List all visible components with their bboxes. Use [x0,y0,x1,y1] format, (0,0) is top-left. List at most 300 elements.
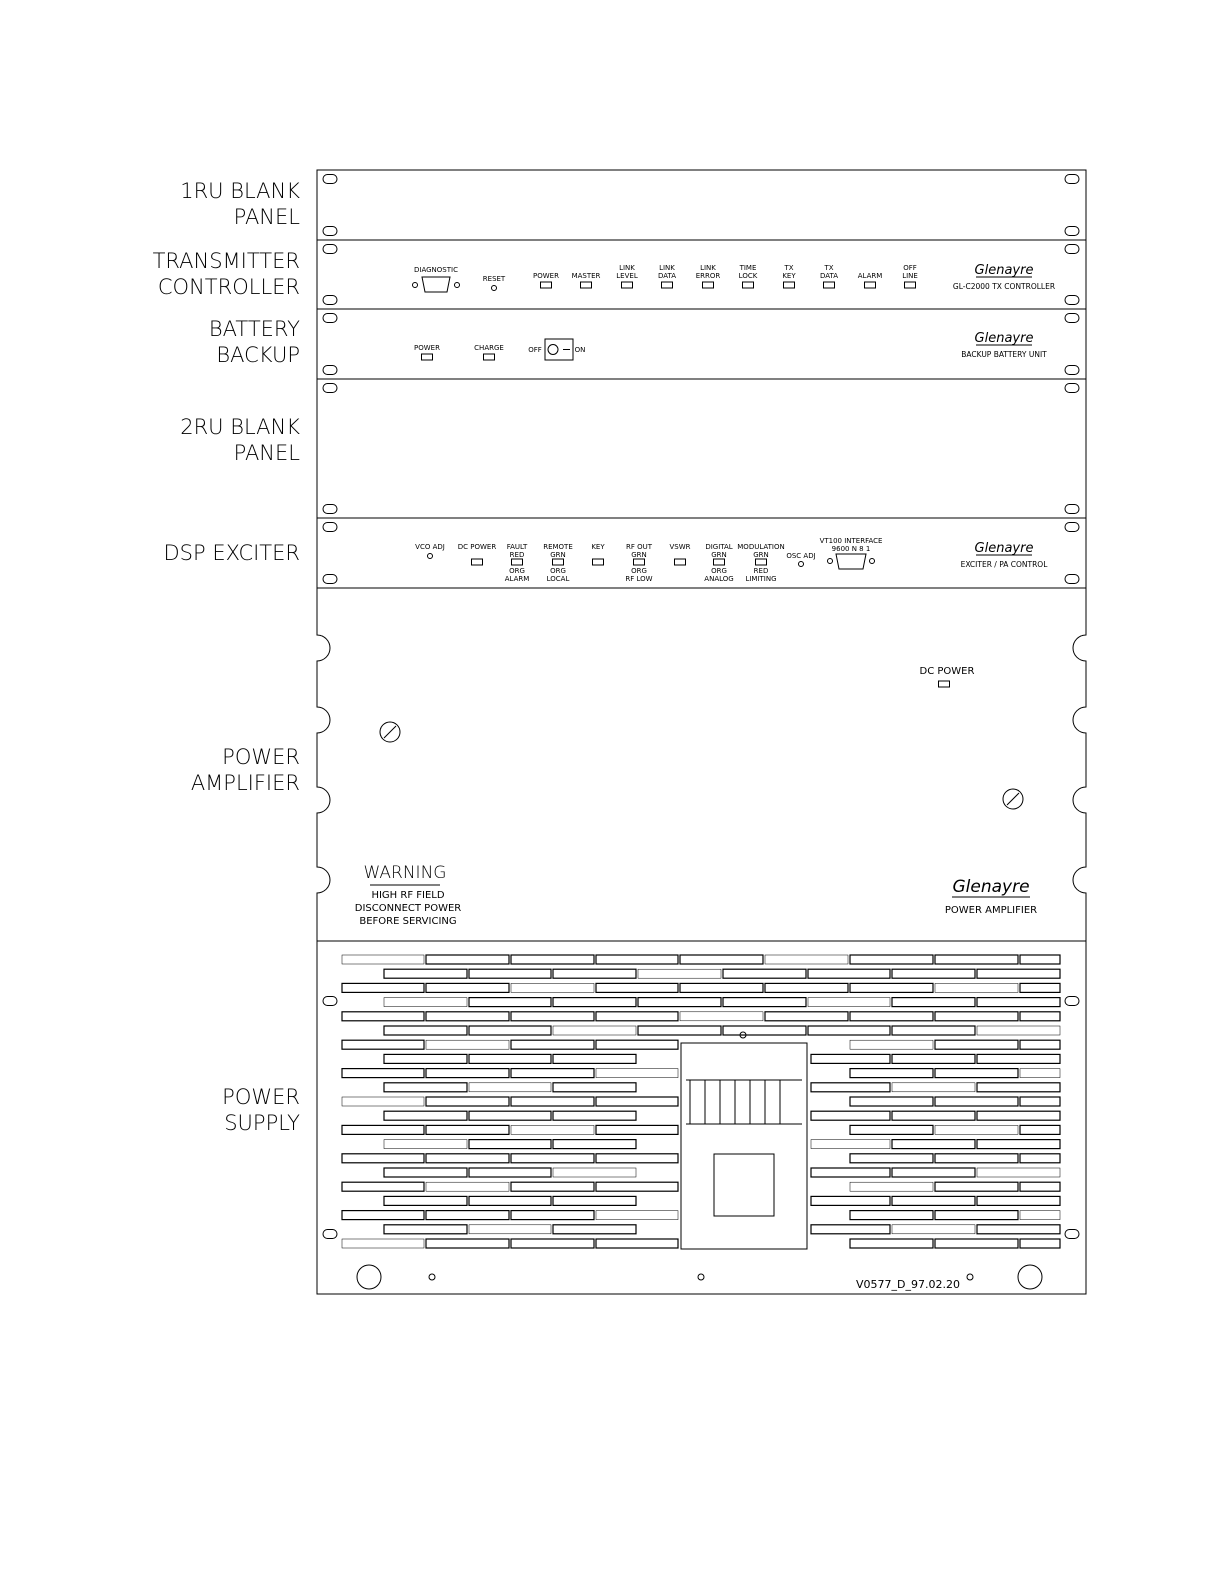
unit-label: CONTROLLER [157,275,300,299]
vent-slot [511,983,594,992]
indicator-label: LINK [659,264,675,272]
screw-icon [429,1274,435,1280]
diagnostic-label: DIAGNOSTIC [414,266,458,274]
reset-button[interactable] [492,286,497,291]
vent-slot [384,1225,467,1234]
blank-panel-2ru-outline [317,379,1086,518]
mounting-slot [1065,366,1079,375]
battery-backup-panel [317,309,1086,379]
power-amplifier-panel [317,588,1086,941]
led-indicator [622,282,633,288]
led-indicator [593,559,604,565]
indicator-label: ORG [550,567,566,575]
vent-slot [850,1069,933,1078]
vent-slot [811,1196,890,1205]
indicator-label: DATA [657,272,677,280]
vent-slot [892,1111,975,1120]
indicator-label: ORG [711,567,727,575]
reset-label: RESET [482,275,506,283]
led-indicator [553,559,564,565]
vent-slot [596,955,678,964]
vent-slot [935,1239,1018,1248]
vent-slot [850,1040,933,1049]
vent-slot [426,1040,509,1049]
vent-slot [384,969,467,978]
vent-slot [850,1182,933,1191]
model-label: GL-C2000 TX CONTROLLER [952,282,1056,291]
blank-panel-2ru [317,379,1086,518]
vent-slot [808,969,890,978]
mounting-slot [323,296,337,305]
unit-label: PANEL [233,441,300,465]
vent-slot [977,969,1060,978]
vent-slot [342,983,424,992]
vent-slot [342,955,424,964]
vent-slot [511,1182,594,1191]
vent-slot [935,1069,1018,1078]
vent-slot [596,983,678,992]
blank-panel-1ru [317,170,1086,240]
model-label: POWER AMPLIFIER [944,905,1038,916]
vent-slot [596,1040,678,1049]
mounting-slot [1065,505,1079,514]
vent-slot [935,1012,1018,1021]
captive-screw-icon [380,722,400,742]
vent-slot [935,1182,1018,1191]
vent-slot [850,955,933,964]
screw-slot [384,726,396,738]
vent-slot [426,1125,509,1134]
indicator-label: LEVEL [616,272,638,280]
vent-slot [469,969,551,978]
vent-slot [553,1026,636,1035]
led-indicator [581,282,592,288]
vent-slot [892,1140,975,1149]
led-indicator [484,354,495,360]
brand-logo [961,541,1049,569]
vent-slot [511,1069,594,1078]
vco-adj-trimmer[interactable] [428,554,433,559]
screw-icon [413,283,418,288]
brand-logo-text: Glenayre [974,541,1034,556]
vent-slot [935,983,1018,992]
mounting-slot [1065,314,1079,323]
switch-off-label: OFF [528,346,542,354]
vent-slot [765,1012,848,1021]
indicator-label: RED [753,567,769,575]
vent-slot [596,1182,678,1191]
vent-slot [811,1111,890,1120]
vent-slot [342,1182,424,1191]
vt100-port[interactable] [836,554,866,569]
indicator-label: GRN [550,551,566,559]
vent-slot [384,1083,467,1092]
screw-icon [870,559,875,564]
indicator-label: MODULATION [737,543,785,551]
vent-slot [596,1012,678,1021]
vent-slot [426,983,509,992]
mounting-slot [1065,997,1079,1006]
vent-slot [977,1168,1060,1177]
model-label: EXCITER / PA CONTROL [960,560,1048,569]
vent-slot [977,1196,1060,1205]
vent-slot [511,1211,594,1220]
vent-slot [1020,1097,1060,1106]
indicator-label: LIMITING [745,575,777,583]
vent-slot [426,1069,509,1078]
vent-slot [892,1225,975,1234]
vent-slot [765,983,848,992]
indicator-label: FAULT [506,543,528,551]
indicator-label: DATA [819,272,839,280]
vent-slot [638,969,721,978]
vent-slot [342,1154,424,1163]
vent-slot [426,1211,509,1220]
mounting-slot [323,245,337,254]
vent-slot [1020,1211,1060,1220]
warning-text: BEFORE SERVICING [359,916,457,927]
led-indicator [422,354,433,360]
vent-slot [935,1040,1018,1049]
vent-slot [469,1140,551,1149]
vent-slot [426,1012,509,1021]
vent-slot [384,1054,467,1063]
vent-slot [553,969,636,978]
vent-slot [811,1225,890,1234]
vent-slot [384,1140,467,1149]
led-indicator [784,282,795,288]
dc-power-label: DC POWER [457,543,497,551]
screw-icon [698,1274,704,1280]
indicator-label: ALARM [504,575,530,583]
vent-slot [469,998,551,1007]
vent-slot [511,1125,594,1134]
mounting-slot [323,575,337,584]
handle-mount-icon [357,1265,381,1289]
mounting-slot [323,523,337,532]
led-indicator [703,282,714,288]
mounting-slot [1065,227,1079,236]
indicator-label: ORG [509,567,525,575]
indicator-label: RF OUT [625,543,653,551]
vent-slot [1020,1069,1060,1078]
indicator-label: LINE [902,272,918,280]
vent-slot [342,1211,424,1220]
mounting-slot [1065,523,1079,532]
vent-slot [892,1083,975,1092]
dsp-exciter-panel [317,518,1086,588]
vent-slot [935,955,1018,964]
mounting-slot [323,314,337,323]
unit-label: AMPLIFIER [190,771,300,795]
indicator-label: GRN [631,551,647,559]
vent-slot [469,1054,551,1063]
drawing-id: V0577_D_97.02.20 [856,1278,960,1291]
captive-screw-icon [1003,789,1023,809]
unit-label: 1RU BLANK [180,179,300,203]
vent-slot [384,1196,467,1205]
vent-slot [892,1196,975,1205]
indicator-label: ORG [631,567,647,575]
indicator-label: DIGITAL [705,543,733,551]
blank-panel-1ru-outline [317,170,1086,240]
vent-slot [596,1154,678,1163]
vent-slot [811,1168,890,1177]
vent-slot [977,1111,1060,1120]
indicator-label: CHARGE [474,344,504,352]
vent-slot [892,1168,975,1177]
led-indicator [512,559,523,565]
vent-slot [469,1225,551,1234]
power-supply-panel [317,941,1086,1294]
mounting-slot [1065,175,1079,184]
vent-slot [977,1026,1060,1035]
unit-labels [153,179,301,1135]
warning-title: WARNING [363,863,447,883]
diagnostic-port[interactable] [422,277,450,292]
handle-mount-icon [1018,1265,1042,1289]
vent-slot [596,1069,678,1078]
vent-slot [977,1054,1060,1063]
vent-slot [680,1012,763,1021]
vent-slot [342,1069,424,1078]
mounting-slot [323,997,337,1006]
mounting-slot [323,175,337,184]
vent-slot [811,1054,890,1063]
vent-slot [384,1026,467,1035]
switch-on-label: ON [574,346,586,354]
vent-slot [469,1111,551,1120]
vent-slot [384,1168,467,1177]
osc-adj-trimmer[interactable] [799,562,804,567]
vent-grille [342,955,1060,1248]
mounting-slot [323,505,337,514]
vent-slot [426,1154,509,1163]
led-indicator [662,282,673,288]
vent-slot [892,1054,975,1063]
unit-label: 2RU BLANK [180,415,300,439]
vt100-label: 9600 N 8 1 [831,545,871,553]
brand-logo-text: Glenayre [952,877,1030,897]
vent-slot [1020,1040,1060,1049]
screw-slot [1007,793,1019,805]
led-indicator [541,282,552,288]
indicator-label: REMOTE [543,543,573,551]
vent-slot [426,1097,509,1106]
brand-logo-text: Glenayre [974,331,1034,346]
led-indicator [675,559,686,565]
led-indicator [865,282,876,288]
vent-slot [511,1239,594,1248]
vent-slot [680,983,763,992]
module-frame [681,1043,807,1249]
vent-slot [511,1154,594,1163]
vent-slot [511,1097,594,1106]
vent-slot [935,1154,1018,1163]
vent-slot [469,1196,551,1205]
vent-slot [342,1012,424,1021]
vent-slot [850,1154,933,1163]
vent-slot [811,1083,890,1092]
mounting-slot [1065,296,1079,305]
vent-slot [892,998,975,1007]
vent-slot [638,1026,721,1035]
indicator-label: LINK [619,264,635,272]
vent-slot [1020,1182,1060,1191]
vent-slot [553,998,636,1007]
vent-slot [892,1026,975,1035]
led-indicator [743,282,754,288]
vent-slot [935,1211,1018,1220]
unit-label: TRANSMITTER [152,249,300,273]
vent-slot [977,1140,1060,1149]
vent-slot [426,955,509,964]
mounting-slot [1065,1230,1079,1239]
vent-slot [723,998,806,1007]
led-indicator [634,559,645,565]
unit-label: BATTERY [208,317,300,341]
vent-slot [850,1012,933,1021]
led-indicator [905,282,916,288]
dsp-exciter-panel-outline [317,518,1086,588]
vent-slot [426,1239,509,1248]
vent-slot [850,983,933,992]
vt100-label: VT100 INTERFACE [819,537,883,545]
vent-slot [1020,1154,1060,1163]
module-window [714,1154,774,1216]
vent-slot [553,1054,636,1063]
vent-slot [680,955,763,964]
power-supply-outline [317,941,1086,1294]
warning-text: DISCONNECT POWER [354,903,462,914]
vent-slot [511,1012,594,1021]
indicator-label: KEY [782,272,796,280]
vent-slot [638,998,721,1007]
vent-slot [342,1040,424,1049]
vent-slot [935,1097,1018,1106]
vent-slot [596,1125,678,1134]
mounting-slot [1065,575,1079,584]
mounting-slot [1065,384,1079,393]
vent-slot [850,1211,933,1220]
indicator-label: TIME [739,264,757,272]
vent-slot [892,969,975,978]
indicator-label: ALARM [857,272,883,280]
screw-icon [828,559,833,564]
vent-slot [1020,1239,1060,1248]
vent-slot [384,1111,467,1120]
unit-label: BACKUP [216,343,300,367]
vent-slot [469,1168,551,1177]
vent-slot [384,998,467,1007]
indicator-label: TX [784,264,794,272]
indicator-label: RF LOW [625,575,653,583]
vent-slot [342,1239,424,1248]
unit-label: POWER [222,745,300,769]
indicator-label: LINK [700,264,716,272]
indicator-label: GRN [753,551,769,559]
vent-slot [596,1097,678,1106]
unit-label: PANEL [233,205,300,229]
vent-slot [426,1182,509,1191]
vent-slot [723,1026,806,1035]
dc-power-label: DC POWER [919,666,975,677]
osc-adj-label: OSC ADJ [786,552,816,560]
vent-slot [808,998,890,1007]
mounting-slot [323,1230,337,1239]
vco-adj-label: VCO ADJ [415,543,445,551]
vswr-label: VSWR [669,543,691,551]
led-indicator [756,559,767,565]
power-switch[interactable] [545,339,573,360]
indicator-label: LOCAL [546,575,570,583]
vent-slot [553,1196,636,1205]
screw-icon [455,283,460,288]
vent-slot [811,1140,890,1149]
led-indicator [714,559,725,565]
vent-slot [596,1211,678,1220]
switch-toggle [548,345,558,355]
led-indicator [472,559,483,565]
vent-slot [977,998,1060,1007]
indicator-label: ANALOG [704,575,734,583]
vent-slot [977,1225,1060,1234]
warning-text: HIGH RF FIELD [371,890,445,901]
vent-slot [850,1239,933,1248]
mounting-slot [323,384,337,393]
indicator-label: POWER [414,344,440,352]
vent-slot [469,1083,551,1092]
vent-slot [511,955,594,964]
vent-slot [808,1026,890,1035]
vent-slot [723,969,806,978]
mounting-slot [323,227,337,236]
indicator-label: MASTER [571,272,601,280]
brand-logo [953,263,1055,291]
vent-slot [850,1097,933,1106]
power-supply-module [681,1032,807,1249]
rack-panels [317,170,1086,1294]
vent-slot [765,955,848,964]
screw-icon [967,1274,973,1280]
led-indicator [824,282,835,288]
indicator-label: GRN [711,551,727,559]
indicator-label: OFF [903,264,917,272]
vent-slot [935,1125,1018,1134]
indicator-label: TX [824,264,834,272]
vent-slot [1020,983,1060,992]
vent-slot [1020,1012,1060,1021]
vent-slot [511,1040,594,1049]
brand-logo-text: Glenayre [974,263,1034,278]
vent-slot [1020,955,1060,964]
brand-logo [945,877,1037,916]
vent-slot [553,1225,636,1234]
model-label: BACKUP BATTERY UNIT [961,350,1047,359]
key-label: KEY [591,543,605,551]
vent-slot [596,1239,678,1248]
brand-logo [961,331,1047,359]
unit-label: DSP EXCITER [163,541,300,565]
vent-slot [553,1140,636,1149]
vent-slot [553,1111,636,1120]
vent-slot [342,1125,424,1134]
vent-slot [1020,1125,1060,1134]
indicator-label: LOCK [738,272,758,280]
vent-slot [553,1083,636,1092]
mounting-slot [1065,245,1079,254]
led-indicator [939,681,950,687]
